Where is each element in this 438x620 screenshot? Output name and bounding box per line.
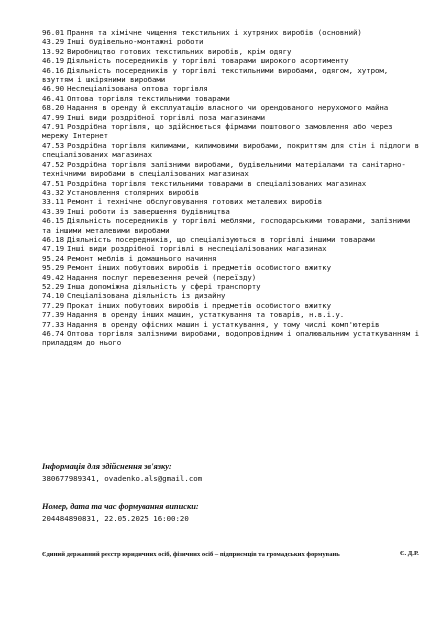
activity-code: 96.01 (42, 28, 64, 37)
activities-list (42, 28, 422, 348)
activity-item (42, 179, 422, 188)
activity-code: 95.29 (42, 263, 64, 273)
activity-item (42, 320, 422, 329)
activity-text: Надання в оренду й експлуатацію власного чи орендованого нерухомого майна (67, 103, 389, 113)
activity-item (42, 103, 422, 112)
activity-item (42, 273, 422, 282)
activity-item (42, 216, 422, 235)
activity-text: Прокат інших побутових виробів і предметів особистого вжитку (67, 300, 331, 310)
activity-text: Роздрібна торгівля текстильними товарами в спеціалізованих магазинах (67, 178, 367, 188)
activity-item (42, 301, 422, 310)
activity-item (42, 291, 422, 300)
activity-item (42, 160, 422, 179)
activity-text: Роздрібна торгівля, що здійснюється фірмами поштового замовлення або через мережу Інтернет (42, 122, 393, 141)
activity-code: 74.10 (42, 291, 64, 301)
activity-item (42, 310, 422, 319)
activity-text: Ремонт меблів і домашнього начиння (67, 253, 217, 263)
activity-text: Ремонт інших побутових виробів і предметів особистого вжитку (67, 263, 331, 273)
activity-code: 46.90 (42, 84, 64, 94)
extract-value: 204484890831, 22.05.2025 16:00:20 (42, 514, 189, 523)
activity-code: 13.92 (42, 46, 64, 56)
activity-text: Інші види роздрібної торгівлі поза магазинами (67, 112, 265, 122)
activity-code: 47.51 (42, 178, 64, 188)
activity-text: Інші будівельно-монтажні роботи (67, 37, 204, 47)
activity-text: Діяльність посередників у торгівлі текстильними виробами, одягом, хутром, взуттям і шкіряними виробами (42, 65, 389, 85)
activity-text: Роздрібна торгівля килимами, килимовими виробами, покриттям для стін і підлоги в спеціалізованих магазинах (42, 140, 419, 160)
activity-text: Інші роботи із завершення будівництва (67, 206, 230, 216)
activity-item (42, 197, 422, 206)
activity-code: 77.33 (42, 319, 64, 329)
registry-abbreviation: Є. Д.Р. (400, 550, 419, 557)
activity-code: 43.32 (42, 187, 64, 197)
activity-code: 47.52 (42, 159, 64, 169)
extract-label: Номер, дата та час формування виписки: (42, 502, 199, 511)
activity-code: 33.11 (42, 197, 64, 207)
activity-code: 47.53 (42, 140, 64, 150)
activity-text: Спеціалізована діяльність із дизайну (67, 291, 226, 301)
registry-footer: Єдиний державний реєстр юридичних осіб, фізичних осіб – підприємців та громадських формувань (42, 551, 340, 558)
activity-text: Надання послуг перевезення речей (переїзду) (67, 272, 257, 282)
contact-value: 380677989341, ovadenko.als@gmail.com (42, 474, 203, 483)
activity-text: Інша допоміжна діяльність у сфері транспорту (67, 281, 261, 291)
activity-text: Прання та хімічне чищення текстильних і хутряних виробів (основний) (67, 28, 362, 37)
activity-text: Діяльність посередників у торгівлі меблями, господарськими товарами, залізними та іншими металевими виробами (42, 216, 411, 235)
activity-text: Оптова торгівля залізними виробами, водопровідним і опалювальним устаткуванням і приладдям до нього (42, 329, 419, 348)
activity-item (42, 254, 422, 263)
activity-code: 46.16 (42, 65, 64, 75)
activity-text: Ремонт і технічне обслуговування готових металевих виробів (67, 197, 323, 207)
activity-code: 47.99 (42, 112, 64, 122)
activity-item (42, 235, 422, 244)
activity-item (42, 282, 422, 291)
activity-item (42, 37, 422, 46)
activity-code: 43.29 (42, 37, 64, 47)
activity-item (42, 122, 422, 141)
activity-code: 47.19 (42, 244, 64, 254)
activity-code: 95.24 (42, 253, 64, 263)
activity-item (42, 113, 422, 122)
activity-text: Оптова торгівля текстильними товарами (67, 93, 230, 103)
activity-text: Надання в оренду офісних машин і устаткування, у тому числі комп'ютерів (67, 319, 380, 329)
activity-text: Установлення столярних виробів (67, 187, 199, 197)
activity-text: Надання в оренду інших машин, устаткування та товарів, н.в.і.у. (67, 310, 345, 320)
activity-text: Неспеціалізована оптова торгівля (67, 84, 208, 94)
activity-code: 46.41 (42, 93, 64, 103)
activity-text: Інші види роздрібної торгівлі в неспеціалізованих магазинах (67, 244, 327, 254)
activity-code: 52.29 (42, 281, 64, 291)
activity-item (42, 28, 422, 37)
activity-item (42, 66, 422, 85)
activity-code: 46.15 (42, 216, 64, 226)
activity-item (42, 56, 422, 65)
activity-code: 77.39 (42, 310, 64, 320)
activity-item (42, 329, 422, 348)
activity-code: 46.18 (42, 234, 64, 244)
activity-item (42, 207, 422, 216)
activity-item (42, 244, 422, 253)
activity-text: Діяльність посередників, що спеціалізуються в торгівлі іншими товарами (67, 234, 375, 244)
activity-text: Роздрібна торгівля залізними виробами, будівельними матеріалами та санітарно-технічними виробами в спеціалізованих магазинах (42, 159, 406, 179)
activity-code: 43.39 (42, 206, 64, 216)
contact-label: Інформація для здійснення зв'язку: (42, 462, 172, 471)
activity-code: 77.29 (42, 300, 64, 310)
activity-text: Виробництво готових текстильних виробів, крім одягу (67, 46, 292, 56)
activity-code: 46.19 (42, 56, 64, 66)
activity-item (42, 47, 422, 56)
activity-item (42, 84, 422, 93)
activity-code: 46.74 (42, 329, 64, 338)
activity-code: 49.42 (42, 272, 64, 282)
activity-item (42, 141, 422, 160)
activity-item (42, 94, 422, 103)
activity-item (42, 188, 422, 197)
activity-code: 68.20 (42, 103, 64, 113)
activity-code: 47.91 (42, 122, 64, 132)
activity-item (42, 263, 422, 272)
activity-text: Діяльність посередників у торгівлі товарами широкого асортименту (67, 56, 349, 66)
